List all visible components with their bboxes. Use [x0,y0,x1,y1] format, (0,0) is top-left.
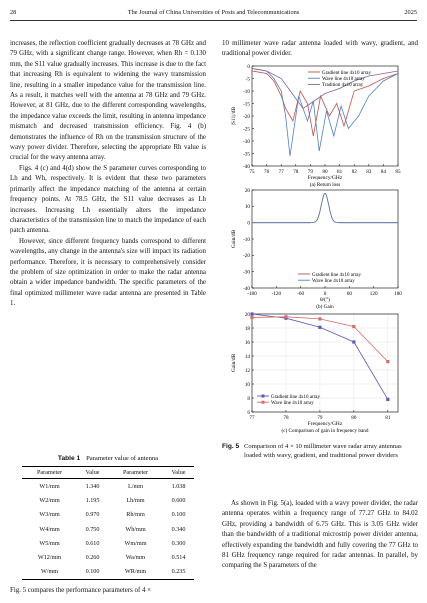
x-axis-label: Frequency/GHz [307,175,343,181]
x-tick-label: 78 [283,415,289,421]
x-tick-label: 60 [346,291,352,297]
table-cell: W2/mm [39,496,60,504]
data-point [352,340,355,343]
table-header: Value [163,467,194,479]
y-tick-label: -35 [243,151,250,158]
table-cell: 1.340 [85,482,100,490]
journal-title: The Journal of China Universities of Posts and Telecommunications [127,9,300,16]
x-tick-label: 82 [351,169,357,175]
y-tick-label: 20 [244,187,250,194]
table-cell: Lh/mm [126,496,145,504]
page-number: 28 [10,9,17,16]
subcaption: (c) Comparison of gain in frequency band [281,428,369,434]
paragraph: Figs. 4 (c) and 4(d) show the S parameter curves corresponding to Lh and Wh, respectively. It is evident that these two parameters primarily affect the impedance matching of the antenna at certain frequency points. At 78.5 GHz, the S11 value decreases as Lh increases. Increasing Lh essentially alters the impedance characteristics of the transmission line to match the impedance of each patch antenna. [10,164,206,235]
table-cell: 0.235 [163,565,194,580]
table-row [22,536,194,550]
legend-label: Wave line 4x10 array [271,401,314,406]
table-cell: Wa/mm [125,554,146,562]
page-header [10,6,417,21]
legend-label: Wave line 4x10 array [312,279,355,284]
y-tick-label: -20 [243,253,250,260]
table-row [22,479,194,494]
data-point [386,398,389,401]
table-cell: Wh/mm [125,525,146,533]
data-point [250,316,253,319]
y-tick-label: 18 [244,325,250,332]
y-tick-label: -30 [243,269,250,276]
legend-label: Gradient line 4x10 array [322,70,372,76]
table-cell: Rh/mm [126,511,145,519]
figure-caption [222,442,418,461]
table-cell: W12/mm [37,554,62,562]
x-tick-label: 81 [385,415,391,421]
data-point [318,317,321,320]
table-cell: 0.514 [171,554,186,562]
x-tick-label: 0 [323,291,327,297]
table-row [22,493,194,507]
x-tick-label: 85 [395,169,401,175]
figure-caption-text: Comparison of 4 × 10 millimeter wave radar array antennas loaded with wavy, gradient, and traditional power dividers [244,443,402,460]
y-tick-label: 10 [244,204,250,211]
right-column-body [222,499,418,572]
y-tick-label: -20 [243,113,250,120]
journal-year: 2025 [404,9,417,16]
x-tick-label: 79 [317,415,323,421]
x-tick-label: 180 [394,291,402,297]
table-cell: 1.038 [171,482,186,490]
y-tick-label: 14 [244,353,250,360]
y-axis-label: |S11|/dB [231,106,237,126]
data-point [284,315,287,318]
table-row [22,565,194,580]
x-tick-label: 83 [366,169,372,175]
x-tick-label: 81 [337,169,343,175]
y-tick-label: 20 [244,311,250,318]
legend-marker [262,401,265,404]
x-tick-label: 84 [380,169,386,175]
left-column [10,39,206,310]
table-cell: W/mm [22,565,77,580]
y-tick-label: 8 [247,395,250,402]
x-tick-label: -180 [247,291,257,297]
data-point [250,312,253,315]
table-cell: Wm/mm [124,539,147,547]
table-row [22,522,194,536]
y-tick-label: -40 [243,285,250,292]
y-tick-label: 0 [247,63,250,70]
x-tick-label: -60 [297,291,305,297]
y-tick-label: 0 [247,220,250,227]
data-point [318,326,321,329]
table-cell: W1/mm [39,482,60,490]
y-tick-label: 10 [244,381,250,388]
table-cell: 0.100 [77,565,108,580]
x-tick-label: 120 [369,291,378,297]
legend-label: Gradient line 4x10 array [312,272,362,278]
table-cell: W4/mm [39,525,60,533]
table-cell: W3/mm [39,511,60,519]
data-point [386,360,389,363]
table-header: Value [77,467,108,479]
table-row [22,550,194,564]
y-tick-label: -10 [243,88,250,95]
table-cell: 0.750 [85,525,100,533]
table-title: Parameter value of antenna [86,455,159,462]
table-cell: 1.195 [85,496,100,504]
subcaption: (a) Return loss [309,182,341,188]
paragraph: As shown in Fig. 5(a), loaded with a wavy power divider, the radar antenna operates within a frequency range of 77.27 GHz to 84.02 GHz, providing a bandwidth of 6.75 GHz. This is 3.05 GHz wider than the bandwidth of a traditional microstrip power divider antenna, effectively expanding the bandwidth and fully covering the 77 GHz to 81 GHz frequency range required for radar antennas. In parallel, by comparing the S parameters of the [222,500,418,570]
y-tick-label: -10 [243,236,250,243]
series-line [252,193,398,222]
y-axis-label: Gain/dB [231,229,237,249]
x-tick-label: 77 [249,415,255,421]
paragraph: Fig. 5 compares the performance parameters of 4 × [10,587,152,594]
y-tick-label: -25 [243,126,250,133]
x-tick-label: 78 [293,169,299,175]
data-point [352,325,355,328]
x-axis-label: Frequency/GHz [307,421,343,427]
legend-marker [262,395,265,398]
y-tick-label: 16 [244,339,250,346]
paragraph: However, since different frequency bands correspond to different wavelengths, any change in the antenna's size will impact its radiation performance. Therefore, it is necessary to comprehensively consider the problem of size optimization in order to make the radar antenna obtain a wider impedance bandwidth. The specific parameters of the final optimized millimeter wave radar antenna are presented in Table 1. [10,237,206,308]
table-cell: 0.340 [171,525,186,533]
table-header: Parameter [22,467,77,479]
table-cell: 0.600 [171,496,186,504]
chart-panel [231,188,402,310]
table-cell: 0.100 [171,511,186,519]
paragraph: increases, the reflection coefficient gradually decreases at 78 GHz and 79 GHz, with a significant change range. However, when Rh = 0.130 mm, the S11 value gradually increases. This increase is due to the fact that increasing Rh is equivalent to widening the wavy transmission line, resulting in a smaller impedance value for the transmission line. As a result, it matches well with the antenna at 78 GHz and 79 GHz. However, at 81 GHz, due to the different corresponding wavelengths, the impedance value exceeds the limit, resulting in antenna impedance mismatch and decreased transmission efficiency. Fig. 4 (b) demonstrates the influence of Rh on the transmission structure of the wavy power divider. Therefore, selecting the appropriate Rh value is crucial for the wavy antenna array. [10,40,206,162]
figure-label: Fig. 5 [222,443,240,450]
table-label: Table 1 [57,455,81,462]
y-tick-label: -30 [243,138,250,145]
table-cell: 0.300 [171,539,186,547]
legend-label: Wave line 4x10 array [322,77,365,82]
figure-5 [216,60,424,442]
series-line [252,193,398,222]
table-cell: 0.610 [85,539,100,547]
x-tick-label: 80 [351,415,357,421]
subcaption: (b) Gain [316,304,334,310]
y-tick-label: 12 [244,367,250,374]
y-tick-label: -40 [243,163,250,170]
parameter-table [22,466,194,580]
table-cell: WR/mm [108,565,163,580]
right-column-intro [222,39,418,60]
table-header: Parameter [108,467,163,479]
x-tick-label: -120 [271,291,282,297]
y-tick-label: -15 [243,101,250,108]
x-tick-label: 75 [249,169,255,175]
legend-label: Gradient line 4x10 array [271,394,321,400]
y-tick-label: 6 [247,409,250,416]
table-cell: 0.260 [85,554,100,562]
chart-panel [231,312,398,434]
y-axis-label: Gain/dB [231,353,237,373]
table-cell: L/mm [127,482,144,490]
table-caption [10,455,206,462]
table-row [22,508,194,522]
x-tick-label: 77 [278,169,284,175]
table-cell: 0.970 [85,511,100,519]
x-axis-label: θ/(°) [320,297,330,303]
table-cell: W5/mm [39,539,60,547]
x-tick-label: 79 [307,169,313,175]
y-tick-label: -5 [245,76,250,83]
chart-panel [231,64,401,188]
x-tick-label: 76 [264,169,270,175]
legend-label: Tradition 4x10 array [322,83,364,89]
x-tick-label: 80 [322,169,328,175]
paragraph: 10 millimeter wave radar antenna loaded with wavy, gradient, and traditional power divider. [222,40,418,58]
